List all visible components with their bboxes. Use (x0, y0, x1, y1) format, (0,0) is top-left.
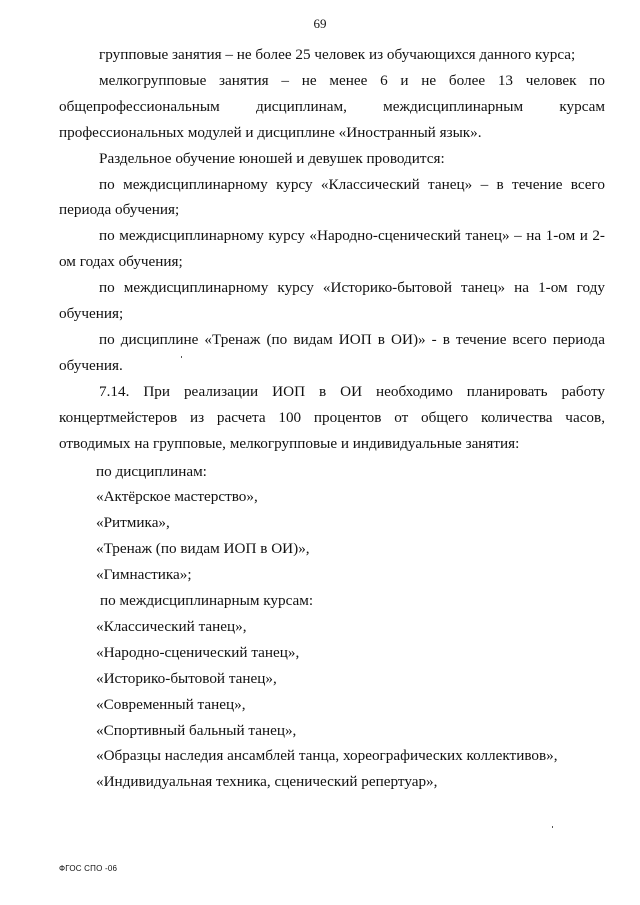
paragraph-classical-dance: по междисциплинарному курсу «Классический танец» – в течение всего периода обучения; (59, 175, 605, 219)
paragraph-separate-training: Раздельное обучение юношей и девушек проводится: (99, 149, 445, 167)
footer-standard-code: ФГОС СПО -06 (59, 864, 118, 873)
paragraph-group-size: групповые занятия – не более 25 человек из обучающихся данного курса; (99, 46, 576, 63)
list-heading: по дисциплинам: (96, 462, 207, 480)
disciplines-list (59, 459, 605, 589)
scan-speck (552, 826, 553, 828)
list-item: «Индивидуальная техника, сценический репертуар», (96, 773, 438, 791)
list-item: «Классический танец», (96, 617, 247, 635)
paragraph-small-group-size: мелкогрупповые занятия – не менее 6 и не более 13 человек по общепрофессиональным дисциплинам, междисциплинарным курсам профессиональных модулей и дисциплине «Иностранный язык». (59, 71, 605, 141)
paragraph-training-discipline: по дисциплине «Тренаж (по видам ИОП в ОИ)» - в течение всего периода обучения. (59, 330, 605, 374)
page-number: 69 (313, 16, 327, 31)
list-item: «Современный танец», (96, 695, 246, 713)
paragraph-folk-stage-dance: по междисциплинарному курсу «Народно-сценический танец» – на 1-ом и 2-ом годах обучения; (59, 227, 605, 271)
list-item: «Спортивный бальный танец», (96, 721, 297, 739)
list-item: «Тренаж (по видам ИОП в ОИ)», (96, 540, 310, 558)
list-item: «Народно-сценический танец», (96, 643, 300, 661)
courses-list (59, 588, 605, 795)
paragraph-historical-dance: по междисциплинарному курсу «Историко-бытовой танец» на 1-ом году обучения; (59, 279, 605, 323)
list-item: «Историко-бытовой танец», (96, 669, 277, 687)
document-body (59, 42, 605, 795)
list-heading: по междисциплинарным курсам: (100, 592, 314, 610)
list-item: «Образцы наследия ансамблей танца, хореографических коллективов», (96, 747, 558, 765)
paragraph-7-14-accompanists: 7.14. При реализации ИОП в ОИ необходимо планировать работу концертмейстеров из расчета 100 процентов от общего количества часов, отводимых на групповые, мелкогрупповые и индивидуальные занятия: (59, 382, 605, 452)
list-item: «Актёрское мастерство», (96, 488, 258, 506)
list-item: «Ритмика», (96, 514, 170, 532)
scan-speck (181, 356, 182, 358)
list-item: «Гимнастика»; (96, 566, 192, 584)
